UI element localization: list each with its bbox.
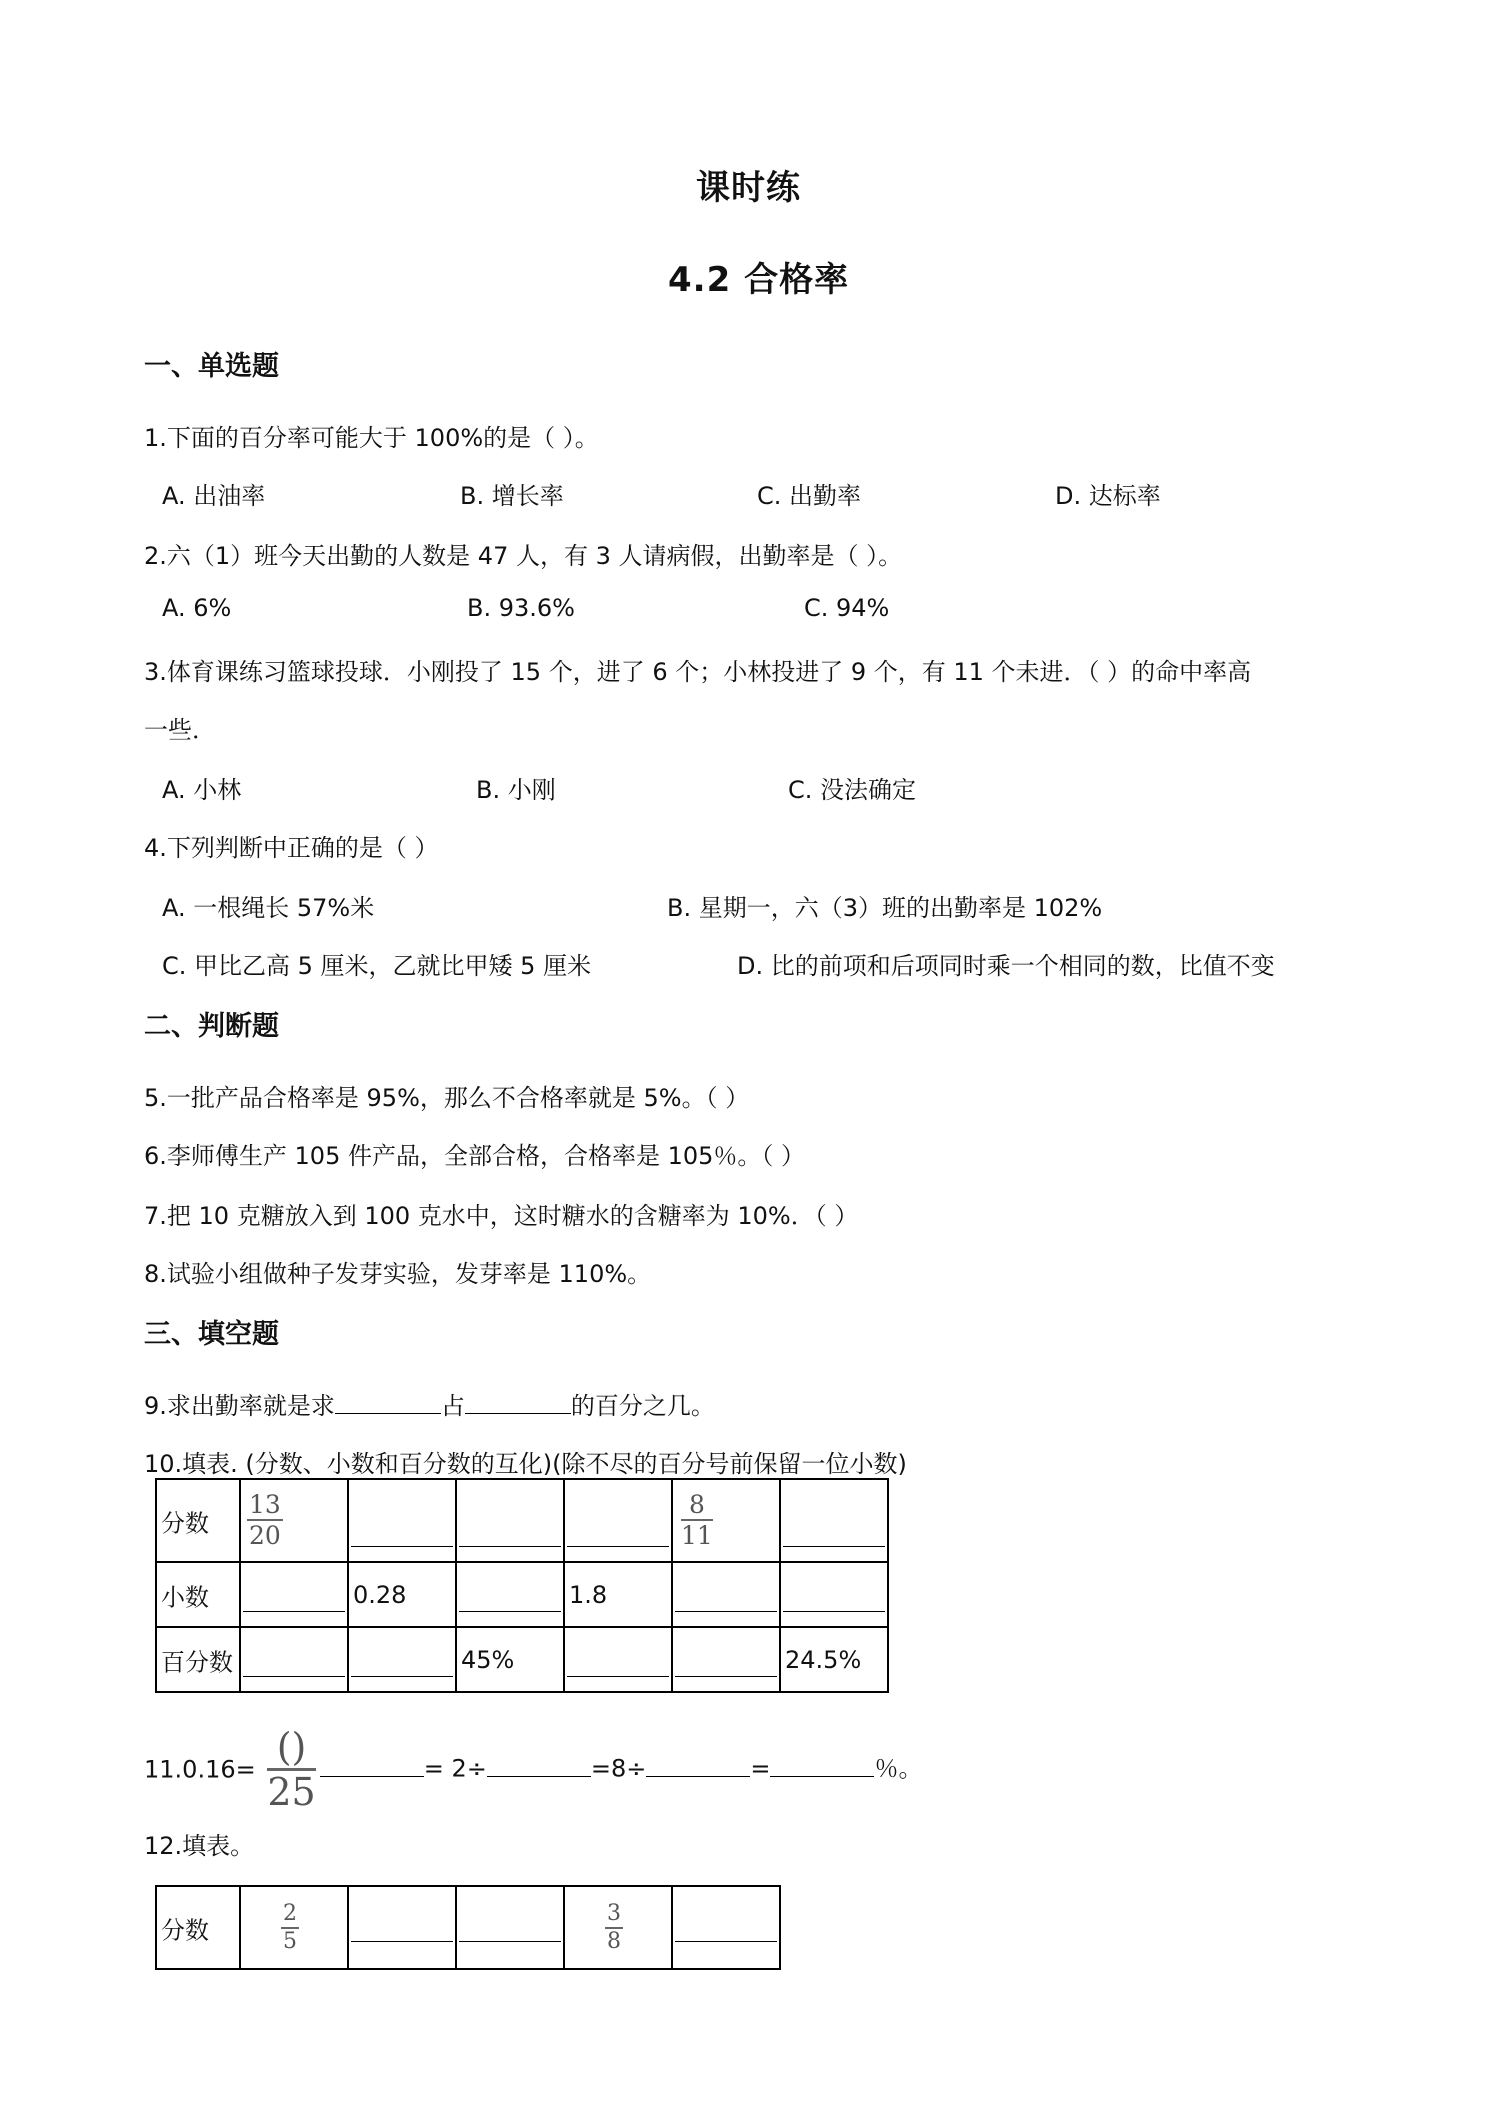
q2-option-b[interactable]: B. 93.6% — [467, 594, 575, 622]
question-10: 10.填表. (分数、小数和百分数的互化)(除不尽的百分号前保留一位小数) — [144, 1450, 907, 1478]
q9-text-2: 占 — [440, 1392, 465, 1420]
q12-row-label-fraction: 分数 — [156, 1886, 240, 1969]
q10-row-label-percent: 百分数 — [156, 1627, 240, 1692]
q10-decimal-blank[interactable] — [456, 1562, 564, 1627]
q10-fraction-given-b: $\frac{8}{11}$ — [672, 1479, 780, 1562]
q10-percent-given: 45% — [456, 1627, 564, 1692]
section-heading-2: 二、判断题 — [144, 1011, 279, 1042]
q10-percent-blank[interactable] — [564, 1627, 672, 1692]
q10-percent-blank[interactable] — [240, 1627, 348, 1692]
question-6: 6.李师傅生产 105 件产品，全部合格，合格率是 105％。（ ） — [144, 1142, 806, 1170]
q10-fraction-blank[interactable] — [564, 1479, 672, 1562]
q10-decimal-blank[interactable] — [780, 1562, 888, 1627]
q12-table — [155, 1885, 781, 1970]
q10-fraction-blank[interactable] — [456, 1479, 564, 1562]
section-heading-1: 一、单选题 — [144, 351, 279, 382]
q11-blank-2[interactable] — [487, 1754, 591, 1777]
q3-option-a[interactable]: A. 小林 — [162, 776, 242, 804]
q1-option-b[interactable]: B. 增长率 — [460, 482, 564, 510]
q4-option-c[interactable]: C. 甲比乙高 5 厘米，乙就比甲矮 5 厘米 — [162, 952, 592, 980]
q3-option-c[interactable]: C. 没法确定 — [788, 776, 917, 804]
question-1: 1.下面的百分率可能大于 100%的是（ ）。 — [144, 424, 599, 452]
q11-fraction: $\frac{()}{25}$ — [267, 1725, 316, 1814]
q12-fraction-blank[interactable] — [456, 1886, 564, 1969]
q11-blank-3[interactable] — [646, 1754, 750, 1777]
question-3-line-2: 一些． — [144, 716, 216, 744]
page-subtitle: 4.2 合格率 — [668, 260, 850, 300]
page-title: 课时练 — [696, 168, 801, 208]
question-8: 8.试验小组做种子发芽实验，发芽率是 110%。 — [144, 1260, 652, 1288]
q1-option-c[interactable]: C. 出勤率 — [757, 482, 862, 510]
q10-row-label-decimal: 小数 — [156, 1562, 240, 1627]
question-11 — [144, 1725, 923, 1814]
q10-percent-given: 24.5% — [780, 1627, 888, 1692]
q10-fraction-blank[interactable] — [780, 1479, 888, 1562]
section-heading-3: 三、填空题 — [144, 1319, 279, 1350]
q10-decimal-blank[interactable] — [240, 1562, 348, 1627]
question-2: 2.六（1）班今天出勤的人数是 47 人，有 3 人请病假，出勤率是（ ）。 — [144, 542, 903, 570]
question-3-line-1: 3.体育课练习篮球投球．小刚投了 15 个，进了 6 个；小林投进了 9 个，有 11 个未进．（ ）的命中率高 — [144, 658, 1252, 686]
q9-blank-2[interactable] — [465, 1391, 571, 1414]
q11-blank-1[interactable] — [320, 1754, 424, 1777]
q11-text-3: = — [750, 1754, 771, 1783]
q11-prefix: 11.0.16= — [144, 1755, 256, 1784]
q4-option-a[interactable]: A. 一根绳长 57%米 — [162, 894, 375, 922]
q11-text-1: = 2÷ — [423, 1754, 487, 1783]
q10-percent-blank[interactable] — [672, 1627, 780, 1692]
q2-option-a[interactable]: A. 6% — [162, 594, 232, 622]
question-12: 12.填表。 — [144, 1832, 255, 1860]
q10-table — [155, 1478, 889, 1693]
q1-option-a[interactable]: A. 出油率 — [162, 482, 266, 510]
question-7: 7.把 10 克糖放入到 100 克水中，这时糖水的含糖率为 10%．（ ） — [144, 1202, 859, 1230]
question-4: 4.下列判断中正确的是（ ） — [144, 834, 439, 862]
q10-decimal-given: 0.28 — [348, 1562, 456, 1627]
q10-decimal-blank[interactable] — [672, 1562, 780, 1627]
q11-text-4: ％。 — [874, 1754, 923, 1783]
q10-decimal-given: 1.8 — [564, 1562, 672, 1627]
q10-percent-blank[interactable] — [348, 1627, 456, 1692]
question-5: 5.一批产品合格率是 95%，那么不合格率就是 5%。（ ） — [144, 1084, 750, 1112]
q4-option-d[interactable]: D. 比的前项和后项同时乘一个相同的数，比值不变 — [737, 952, 1275, 980]
q9-blank-1[interactable] — [335, 1391, 441, 1414]
q3-option-b[interactable]: B. 小刚 — [476, 776, 556, 804]
q9-text-1: 9.求出勤率就是求 — [144, 1392, 335, 1420]
q4-option-b[interactable]: B. 星期一，六（3）班的出勤率是 102% — [667, 894, 1103, 922]
q12-fraction-blank[interactable] — [672, 1886, 780, 1969]
q10-fraction-blank[interactable] — [348, 1479, 456, 1562]
q11-text-2: =8÷ — [590, 1754, 647, 1783]
q10-fraction-given-a: $\frac{13}{20}$ — [240, 1479, 348, 1562]
q12-fraction-blank[interactable] — [348, 1886, 456, 1969]
q9-text-3: 的百分之几。 — [570, 1392, 715, 1420]
question-9 — [144, 1386, 715, 1421]
q10-row-label-fraction: 分数 — [156, 1479, 240, 1562]
q12-fraction-given-b: $\frac{3}{8}$ — [564, 1886, 672, 1969]
q12-fraction-given-a: $\frac{2}{5}$ — [240, 1886, 348, 1969]
q1-option-d[interactable]: D. 达标率 — [1055, 482, 1161, 510]
q11-blank-4[interactable] — [770, 1754, 874, 1777]
q2-option-c[interactable]: C. 94% — [804, 594, 890, 622]
